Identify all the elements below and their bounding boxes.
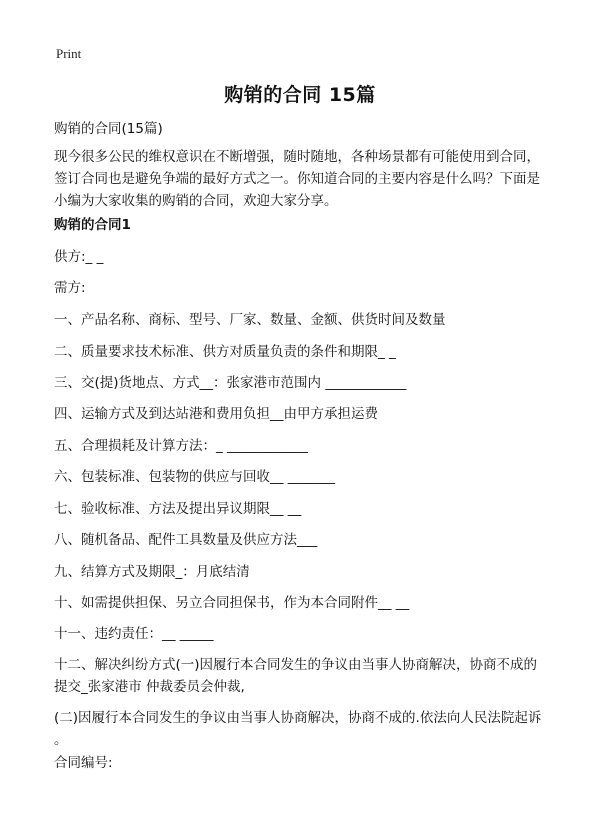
contract-number: 合同编号: <box>54 755 113 771</box>
clause-8: 八、随机备品、配件工具数量及供应方法___ <box>54 532 318 548</box>
print-link[interactable]: Print <box>56 46 82 61</box>
intro-line: 签订合同也是避免争端的最好方式之一。你知道合同的主要内容是什么吗？下面是 <box>54 171 540 187</box>
clause-12 <box>54 654 554 698</box>
clause-11: 十一、违约责任：__ _____ <box>54 626 214 642</box>
clause-12-line: 十二、解决纠纷方式(一)因履行本合同发生的争议由当事人协商解决，协商不成的 <box>54 657 538 673</box>
intro-line: 小编为大家收集的购销的合同，欢迎大家分享。 <box>54 193 338 209</box>
clause-5: 五、合理损耗及计算方法：_ ____________ <box>54 438 309 454</box>
clause-7: 七、验收标准、方法及提出异议期限__ __ <box>54 501 302 517</box>
page-title: 购销的合同 15篇 <box>224 84 376 106</box>
clause-3: 三、交(提)货地点、方式__：张家港市范围内 ____________ <box>54 375 407 391</box>
intro-paragraph <box>54 146 554 212</box>
clause-12-line: 提交_张家港市 仲裁委员会仲裁, <box>54 679 245 695</box>
clause-2: 二、质量要求技术标准、供方对质量负责的条件和期限_ _ <box>54 344 396 360</box>
clause-6: 六、包装标准、包装物的供应与回收__ _______ <box>54 469 336 485</box>
clause-12b <box>54 707 554 751</box>
document-subtitle: 购销的合同(15篇) <box>54 121 163 137</box>
clause-4: 四、运输方式及到达站港和费用负担__由甲方承担运费 <box>54 406 378 422</box>
supplier-line: 供方:_ _ <box>54 249 104 265</box>
section-heading: 购销的合同1 <box>54 217 131 233</box>
clause-10: 十、如需提供担保、另立合同担保书，作为本合同附件__ __ <box>54 595 410 611</box>
clause-1: 一、产品名称、商标、型号、厂家、数量、金额、供货时间及数量 <box>54 312 446 328</box>
intro-line: 现今很多公民的维权意识在不断增强，随时随地，各种场景都有可能使用到合同， <box>54 149 540 165</box>
clause-12b-line: (二)因履行本合同发生的争议由当事人协商解决，协商不成的.依法向人民法院起诉 <box>54 710 542 726</box>
clause-9: 九、结算方式及期限_：月底结清 <box>54 564 250 580</box>
buyer-line: 需方: <box>54 280 86 296</box>
clause-12b-line: 。 <box>54 732 68 748</box>
